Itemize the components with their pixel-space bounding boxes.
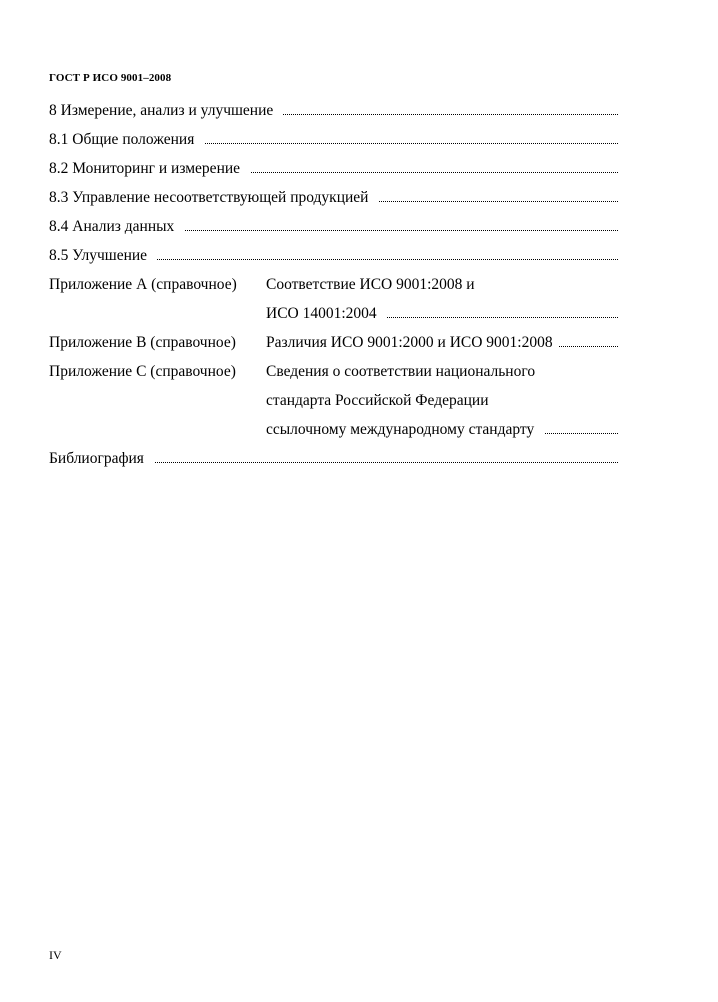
toc-entry-appendix-c-cont2[interactable] — [49, 419, 618, 448]
appendix-b-title: Различия ИСО 9001:2000 и ИСО 9001:2008 — [266, 332, 618, 354]
table-of-contents — [49, 100, 618, 477]
toc-entry-bibliography[interactable] — [49, 448, 618, 477]
toc-entry-8-5[interactable] — [49, 245, 618, 274]
toc-entry-appendix-a-cont[interactable] — [49, 303, 618, 332]
toc-entry-label: 8.1 Общие положения — [49, 131, 204, 148]
page-number: IV — [49, 948, 62, 962]
document-code-header: ГОСТ Р ИСО 9001–2008 — [49, 72, 172, 84]
appendix-c-title-line2: стандарта Российской Федерации — [266, 390, 618, 412]
toc-entry-appendix-a[interactable] — [49, 274, 618, 303]
toc-entry-label: 8 Измерение, анализ и улучшение — [49, 102, 283, 119]
appendix-a-title-line1: Соответствие ИСО 9001:2008 и — [266, 274, 618, 296]
toc-entry-8-3[interactable] — [49, 187, 618, 216]
toc-entry-appendix-b[interactable] — [49, 332, 618, 361]
toc-entry-8[interactable] — [49, 100, 618, 129]
toc-entry-label: 8.5 Улучшение — [49, 247, 157, 264]
toc-entry-8-2[interactable] — [49, 158, 618, 187]
appendix-a-title-line2: ИСО 14001:2004 — [266, 303, 618, 325]
toc-entry-label: 8.3 Управление несоответствующей продукцией — [49, 189, 378, 206]
toc-entry-8-4[interactable] — [49, 216, 618, 245]
toc-entry-label: Библиография — [49, 450, 154, 467]
appendix-c-title-line3: ссылочному международному стандарту — [266, 419, 618, 441]
toc-entry-appendix-c-cont1[interactable] — [49, 390, 618, 419]
appendix-a-label: Приложение А (справочное) — [49, 276, 237, 293]
toc-entry-label: 8.2 Мониторинг и измерение — [49, 160, 250, 177]
toc-entry-8-1[interactable] — [49, 129, 618, 158]
appendix-c-label: Приложение С (справочное) — [49, 363, 236, 380]
appendix-c-title-line1: Сведения о соответствии национального — [266, 361, 618, 383]
toc-entry-appendix-c[interactable] — [49, 361, 618, 390]
appendix-b-label: Приложение В (справочное) — [49, 334, 236, 351]
toc-entry-label: 8.4 Анализ данных — [49, 218, 184, 235]
